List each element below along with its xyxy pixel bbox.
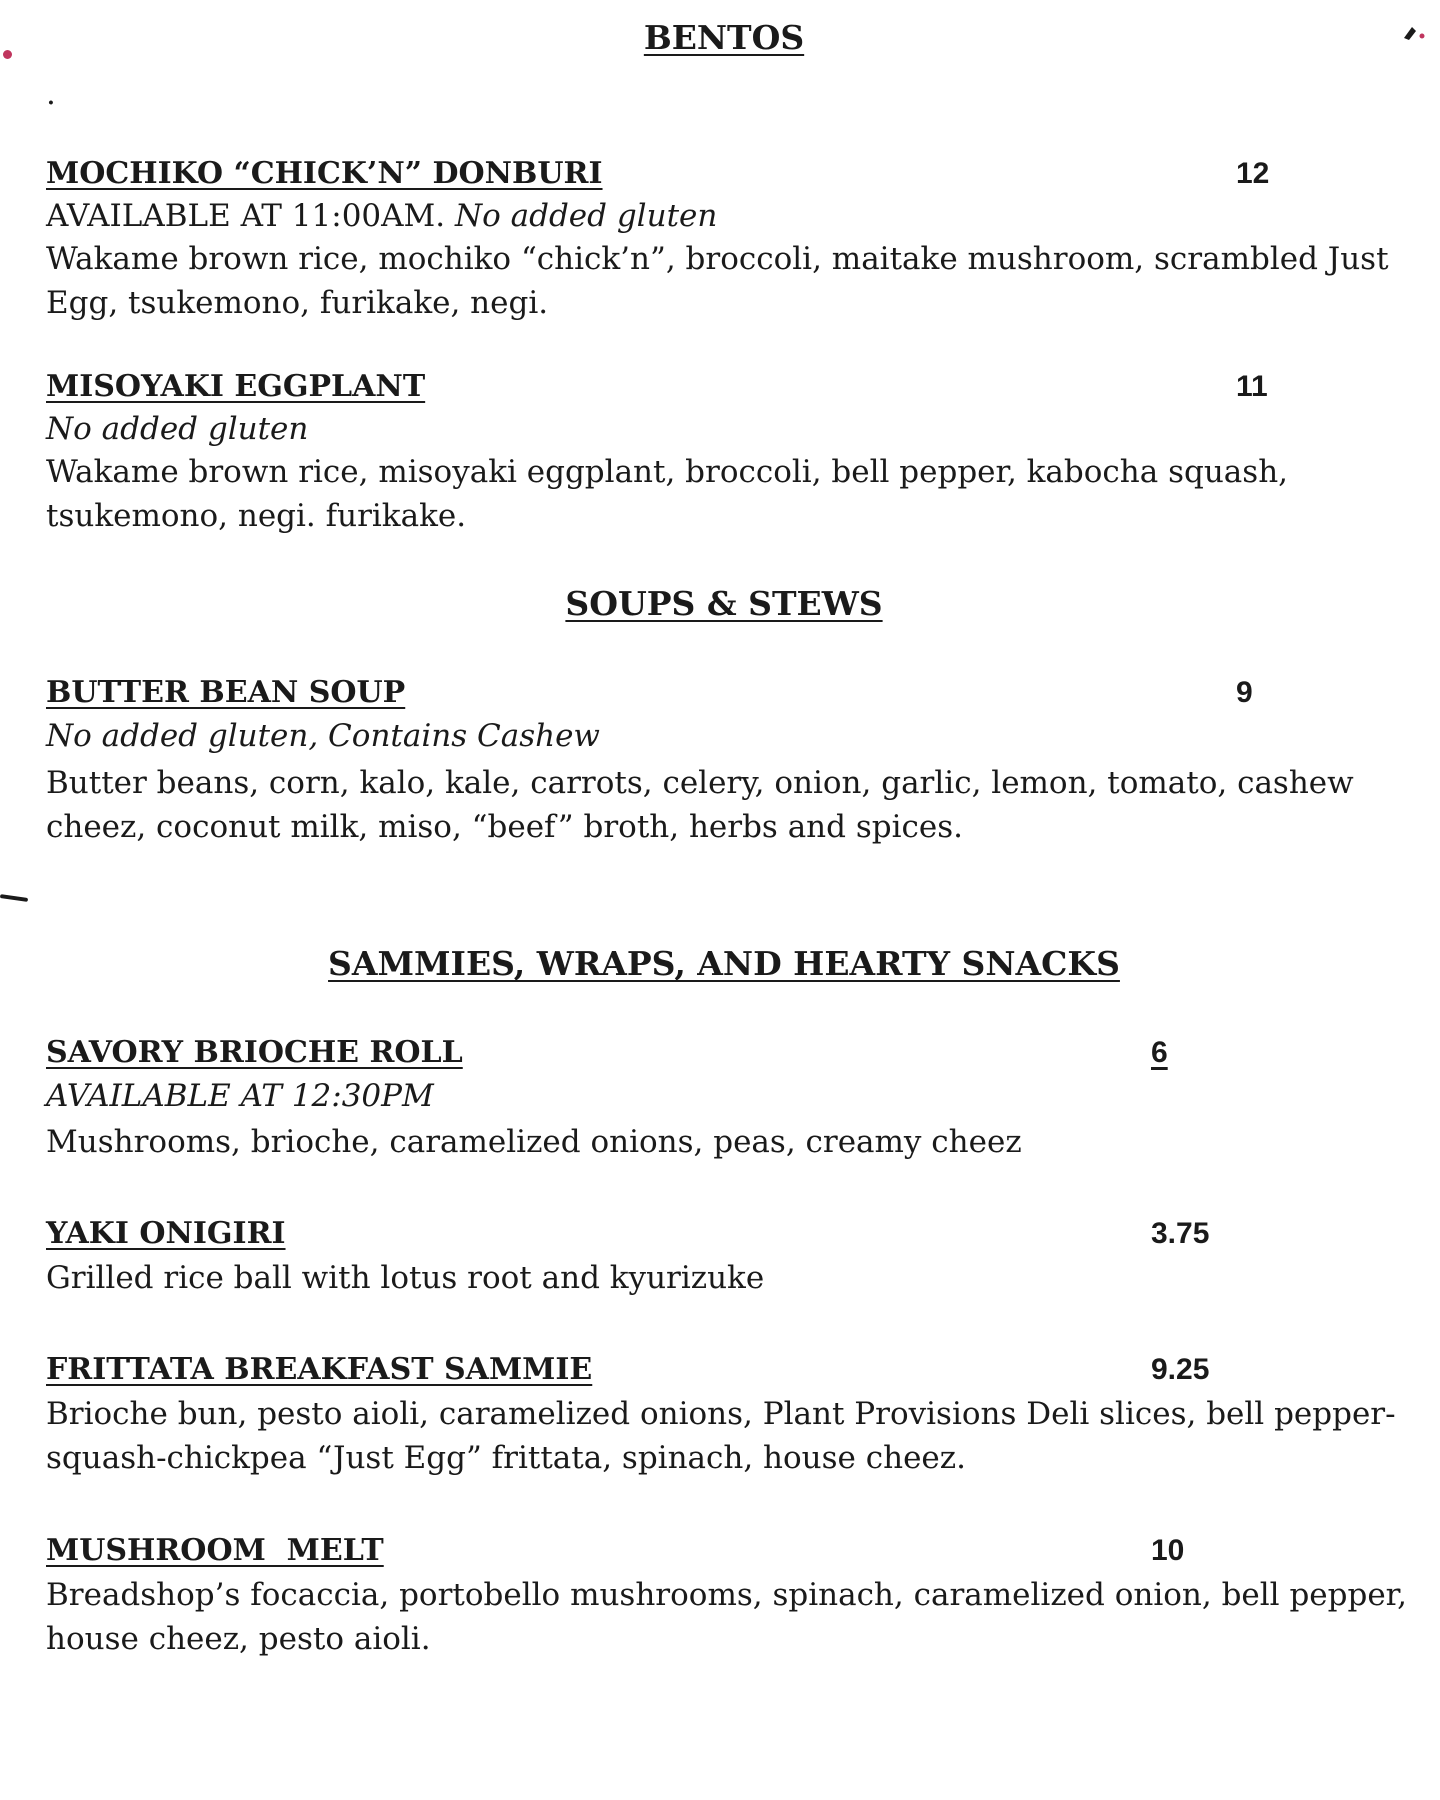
item-price-savory-brioche-roll: 6 (1151, 1036, 1168, 1069)
section-heading-soups-stews: SOUPS & STEWS (565, 584, 883, 623)
dietary-note: No added gluten (454, 198, 718, 234)
item-price-misoyaki-eggplant: 11 (1236, 370, 1268, 403)
item-note-mochiko-donburi (46, 198, 717, 234)
item-name-mochiko-donburi: MOCHIKO “CHICK’N” DONBURI (46, 156, 603, 191)
item-note-butter-bean-soup: No added gluten, Contains Cashew (46, 718, 600, 754)
item-description-savory-brioche-roll: Mushrooms, brioche, caramelized onions, peas, creamy cheez (46, 1124, 1022, 1160)
item-price-butter-bean-soup: 9 (1236, 676, 1253, 709)
stray-dot: . (46, 76, 56, 112)
item-note-savory-brioche-roll: AVAILABLE AT 12:30PM (46, 1078, 434, 1114)
availability-note: AVAILABLE AT 11:00AM. (46, 198, 446, 234)
item-name-yaki-onigiri: YAKI ONIGIRI (46, 1216, 286, 1251)
item-price-mushroom-melt: 10 (1151, 1534, 1185, 1567)
item-name-frittata-breakfast-sammie: FRITTATA BREAKFAST SAMMIE (46, 1352, 593, 1387)
ink-edge-stroke (0, 894, 28, 902)
item-description-misoyaki-eggplant: Wakame brown rice, misoyaki eggplant, broccoli, bell pepper, kabocha squash, tsukemono, negi. furikake. (46, 454, 1289, 534)
item-description-butter-bean-soup: Butter beans, corn, kalo, kale, carrots, celery, onion, garlic, lemon, tomato, cashew cheez, coconut milk, miso, “beef” broth, herbs and spices. (46, 765, 1354, 845)
item-description-mushroom-melt: Breadshop’s focaccia, portobello mushrooms, spinach, caramelized onion, bell pepper, house cheez, pesto aioli. (46, 1577, 1407, 1657)
section-heading-sammies: SAMMIES, WRAPS, AND HEARTY SNACKS (328, 944, 1120, 983)
item-price-mochiko-donburi: 12 (1236, 157, 1270, 190)
item-description-yaki-onigiri: Grilled rice ball with lotus root and kyurizuke (46, 1260, 765, 1296)
item-note-misoyaki-eggplant: No added gluten (46, 411, 309, 447)
item-name-savory-brioche-roll: SAVORY BRIOCHE ROLL (46, 1035, 463, 1070)
item-name-butter-bean-soup: BUTTER BEAN SOUP (46, 675, 406, 710)
item-description-frittata-breakfast-sammie: Brioche bun, pesto aioli, caramelized onions, Plant Provisions Deli slices, bell pepper-squash-chickpea “Just Egg” frittata, spinach, house cheez. (46, 1396, 1396, 1476)
item-price-yaki-onigiri: 3.75 (1151, 1217, 1210, 1250)
item-name-mushroom-melt: MUSHROOM MELT (46, 1533, 384, 1568)
section-heading-bentos: BENTOS (643, 18, 805, 57)
item-description-mochiko-donburi: Wakame brown rice, mochiko “chick’n”, broccoli, maitake mushroom, scrambled Just Egg, tsukemono, furikake, negi. (46, 241, 1389, 321)
item-price-frittata-breakfast-sammie: 9.25 (1151, 1353, 1210, 1386)
item-name-misoyaki-eggplant: MISOYAKI EGGPLANT (46, 369, 426, 404)
